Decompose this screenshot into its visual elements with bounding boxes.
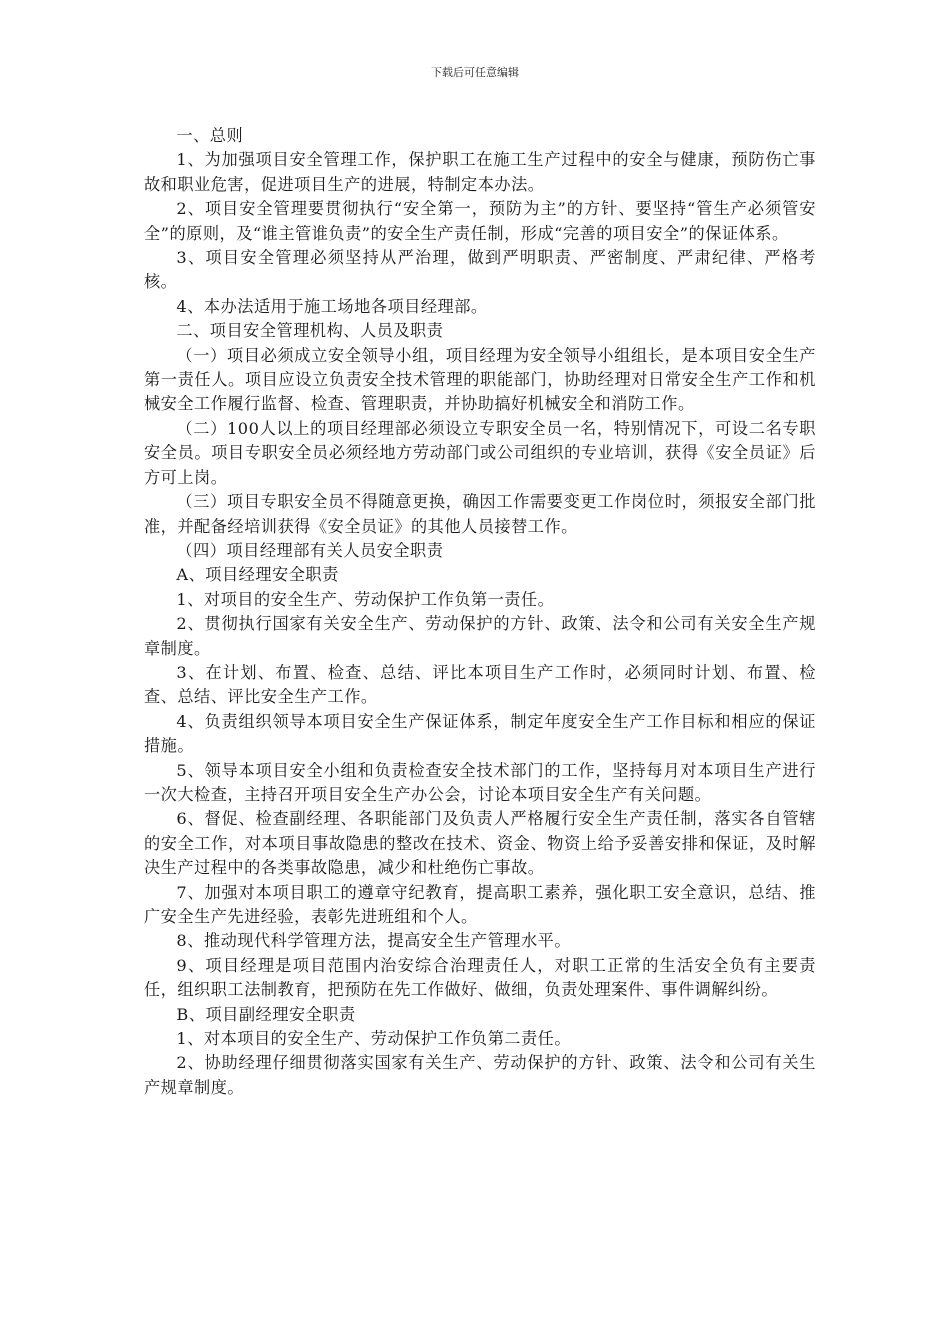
paragraph: 2、协助经理仔细贯彻落实国家有关生产、劳动保护的方针、政策、法令和公司有关生产规章制度。: [144, 1053, 816, 1097]
paragraph: 9、项目经理是项目范围内治安综合治理责任人，对职工正常的生活安全负有主要责任，组织职工法制教育，把预防在先工作做好、做细，负责处理案件、事件调解纠纷。: [144, 955, 816, 1000]
paragraph: 1、为加强项目安全管理工作，保护职工在施工生产过程中的安全与健康，预防伤亡事故和职业危害，促进项目生产的进展，特制定本办法。: [144, 150, 816, 194]
document-body: [144, 124, 816, 1100]
paragraph: （三）项目专职安全员不得随意更换，确因工作需要变更工作岗位时，须报安全部门批准，并配备经培训获得《安全员证》的其他人员接替工作。: [144, 492, 816, 536]
section-heading-organization: 二、项目安全管理机构、人员及职责: [176, 321, 444, 341]
paragraph: 5、领导本项目安全小组和负责检查安全技术部门的工作，坚持每月对本项目生产进行一次大检查，主持召开项目安全生产办公会，讨论本项目安全生产有关问题。: [144, 760, 816, 804]
paragraph: 7、加强对本项目职工的遵章守纪教育，提高职工素养，强化职工安全意识，总结、推广安全生产先进经验，表彰先进班组和个人。: [144, 882, 816, 926]
paragraph: 1、对本项目的安全生产、劳动保护工作负第二责任。: [176, 1029, 572, 1049]
paragraph: 2、贯彻执行国家有关安全生产、劳动保护的方针、政策、法令和公司有关安全生产规章制度。: [144, 614, 816, 658]
paragraph: 1、对项目的安全生产、劳动保护工作负第一责任。: [176, 589, 555, 609]
paragraph: 4、负责组织领导本项目安全生产保证体系，制定年度安全生产工作目标和相应的保证措施。: [144, 711, 816, 756]
paragraph: 3、在计划、布置、检查、总结、评比本项目生产工作时，必须同时计划、布置、检查、总结、评比安全生产工作。: [144, 662, 816, 707]
document-header-note: 下载后可任意编辑: [431, 66, 519, 79]
subsection-heading-manager: A、项目经理安全职责: [176, 565, 339, 585]
paragraph: （一）项目必须成立安全领导小组，项目经理为安全领导小组组长，是本项目安全生产第一责任人。项目应设立负责安全技术管理的职能部门，协助经理对日常安全生产工作和机械安全工作履行监督、检查、管理职责，并协助搞好机械安全和消防工作。: [144, 345, 816, 414]
paragraph: 8、推动现代科学管理方法，提高安全生产管理水平。: [176, 931, 572, 951]
paragraph: 6、督促、检查副经理、各职能部门及负责人严格履行安全生产责任制，落实各自管辖的安全工作，对本项目事故隐患的整改在技术、资金、物资上给予妥善安排和保证，及时解决生产过程中的各类事故隐患，减少和杜绝伤亡事故。: [144, 809, 816, 878]
paragraph: 3、项目安全管理必须坚持从严治理，做到严明职责、严密制度、严肃纪律、严格考核。: [144, 248, 816, 292]
paragraph: 2、项目安全管理要贯彻执行“安全第一，预防为主”的方针、要坚持“管生产必须管安全”的原则，及“谁主管谁负责”的安全生产责任制，形成“完善的项目安全”的保证体系。: [144, 199, 816, 243]
paragraph: （二）100人以上的项目经理部必须设立专职安全员一名，特别情况下，可设二名专职安全员。项目专职安全员必须经地方劳动部门或公司组织的专业培训，获得《安全员证》后方可上岗。: [144, 418, 816, 487]
paragraph: 4、本办法适用于施工场地各项目经理部。: [176, 296, 488, 316]
section-heading-general: 一、总则: [176, 126, 244, 145]
subsection-heading: （四）项目经理部有关人员安全职责: [176, 540, 444, 560]
subsection-heading-deputy-manager: B、项目副经理安全职责: [176, 1004, 356, 1024]
